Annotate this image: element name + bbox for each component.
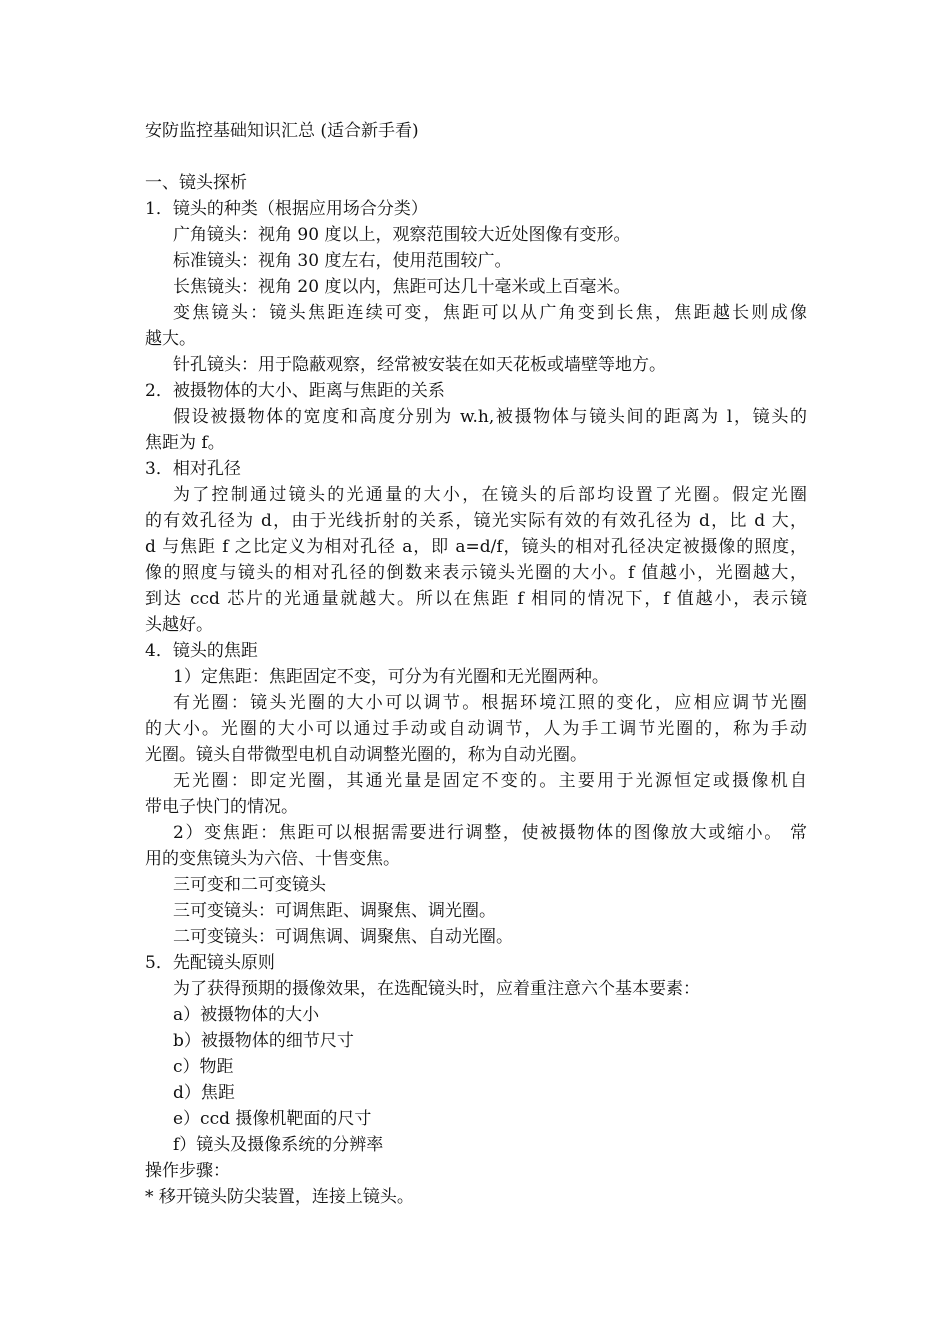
paragraph-line: 2）变焦距：焦距可以根据需要进行调整，使被摄物体的图像放大或缩小。 常: [173, 823, 807, 843]
subsection-heading: 3．相对孔径: [145, 459, 241, 479]
paragraph-line: 头越好。: [145, 615, 213, 635]
paragraph-line: 假设被摄物体的宽度和高度分别为 w.h,被摄物体与镜头间的距离为 l，镜头的: [173, 407, 807, 427]
paragraph-line: 光圈。镜头自带微型电机自动调整光圈的，称为自动光圈。: [145, 745, 587, 765]
paragraph-line: 越大。: [145, 329, 196, 349]
paragraph-line: 无光圈：即定光圈，其通光量是固定不变的。主要用于光源恒定或摄像机自: [173, 771, 807, 791]
list-item: c）物距: [173, 1057, 234, 1077]
paragraph-line: 为了获得预期的摄像效果，在选配镜头时，应着重注意六个基本要素：: [173, 979, 700, 999]
paragraph-line: 1）定焦距：焦距固定不变，可分为有光圈和无光圈两种。: [173, 667, 609, 687]
paragraph-line: 二可变镜头：可调焦调、调聚焦、自动光圈。: [173, 927, 513, 947]
document-title: 安防监控基础知识汇总 (适合新手看): [145, 121, 419, 141]
paragraph-line: 带电子快门的情况。: [145, 797, 298, 817]
list-item: d）焦距: [173, 1083, 235, 1103]
list-item: b）被摄物体的细节尺寸: [173, 1031, 354, 1051]
paragraph-line: 为了控制通过镜头的光通量的大小，在镜头的后部均设置了光圈。假定光圈: [173, 485, 807, 505]
paragraph-line: 的有效孔径为 d，由于光线折射的关系，镜光实际有效的有效孔径为 d，比 d 大，: [145, 511, 807, 531]
paragraph-line: 针孔镜头：用于隐蔽观察，经常被安装在如天花板或墙壁等地方。: [173, 355, 666, 375]
paragraph-line: 用的变焦镜头为六倍、十售变焦。: [145, 849, 400, 869]
paragraph-line: 像的照度与镜头的相对孔径的倒数来表示镜头光圈的大小。f 值越小，光圈越大，: [145, 563, 807, 583]
paragraph-line: 到达 ccd 芯片的光通量就越大。所以在焦距 f 相同的情况下，f 值越小，表示镜: [145, 589, 807, 609]
list-item: e）ccd 摄像机靶面的尺寸: [173, 1109, 372, 1129]
subsection-heading: 4．镜头的焦距: [145, 641, 258, 661]
list-item: f）镜头及摄像系统的分辨率: [173, 1135, 384, 1155]
paragraph-line: 三可变和二可变镜头: [173, 875, 326, 895]
subsection-heading: 5．先配镜头原则: [145, 953, 275, 973]
paragraph-line: 标准镜头：视角 30 度左右，使用范围较广。: [173, 251, 512, 271]
paragraph-line: d 与焦距 f 之比定义为相对孔径 a，即 a=d/f，镜头的相对孔径决定被摄像的照度，: [145, 537, 807, 557]
paragraph-line: 长焦镜头：视角 20 度以内，焦距可达几十毫米或上百毫米。: [173, 277, 631, 297]
subsection-heading: 1．镜头的种类（根据应用场合分类）: [145, 199, 428, 219]
list-item: a）被摄物体的大小: [173, 1005, 320, 1025]
paragraph-line: 变焦镜头：镜头焦距连续可变，焦距可以从广角变到长焦，焦距越长则成像: [173, 303, 807, 323]
paragraph-line: 有光圈：镜头光圈的大小可以调节。根据环境江照的变化，应相应调节光圈: [173, 693, 807, 713]
paragraph-line: 焦距为 f。: [145, 433, 225, 453]
subsection-heading: 2．被摄物体的大小、距离与焦距的关系: [145, 381, 445, 401]
paragraph-line: 三可变镜头：可调焦距、调聚焦、调光圈。: [173, 901, 496, 921]
paragraph-line: 广角镜头：视角 90 度以上，观察范围较大近处图像有变形。: [173, 225, 631, 245]
paragraph-line: 的大小。光圈的大小可以通过手动或自动调节，人为手工调节光圈的，称为手动: [145, 719, 807, 739]
section-heading: 一、镜头探析: [145, 173, 247, 193]
list-item: * 移开镜头防尖装置，连接上镜头。: [145, 1187, 414, 1207]
paragraph-line: 操作步骤：: [145, 1161, 230, 1181]
